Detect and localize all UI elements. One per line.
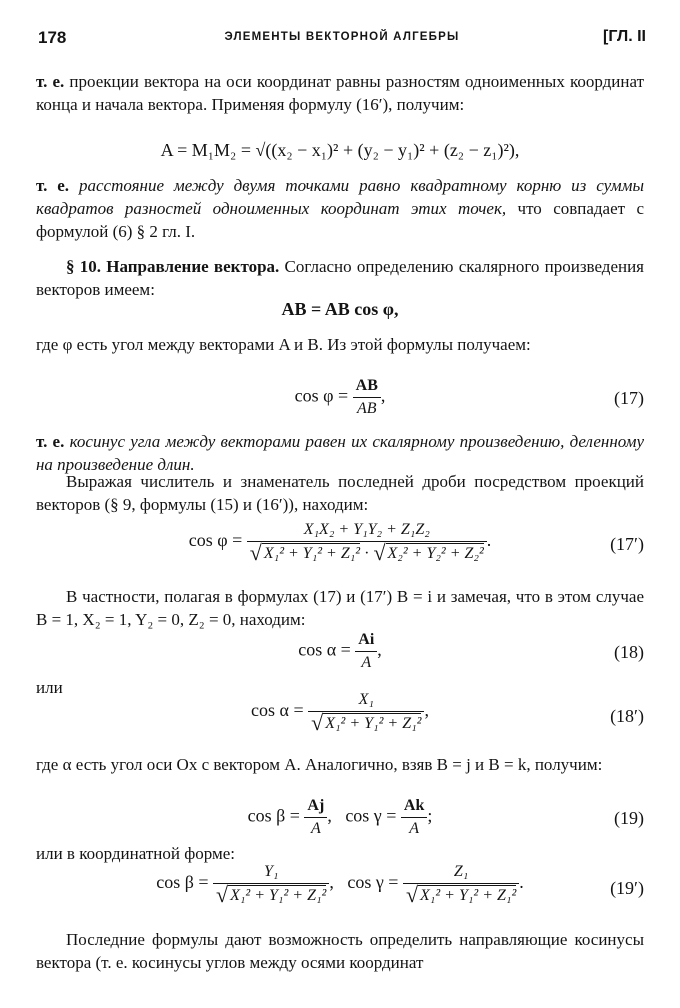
eq-tail: ; <box>427 805 433 826</box>
eq-lhs: cos β = <box>156 872 209 893</box>
equation-number: (19′) <box>610 878 644 898</box>
fraction <box>353 376 381 419</box>
denominator: AB <box>357 400 377 417</box>
chapter-marker: [ГЛ. II <box>602 28 646 45</box>
lead-te: т. е. <box>36 176 70 195</box>
numerator: AB <box>353 376 381 398</box>
equation-19 <box>36 796 644 840</box>
equation-number: (18′) <box>610 706 644 726</box>
equation-number: (19) <box>614 808 644 828</box>
denominator: √ X₁² + Y₁² + Z₁² · √ X₂² + Y₂² + Z₂² <box>249 540 484 565</box>
eq-tail: , <box>377 639 382 660</box>
paragraph-coordinate-form: или в координатной форме: <box>36 844 235 863</box>
eq-lhs: cos φ = <box>294 385 349 406</box>
eq-tail: , <box>424 700 429 721</box>
paragraph-special-case: В частности, полагая в формулах (17) и (17′) B = i и замечая, что в этом случае B = 1, X₂ = 1, Y₂ = 0, Z₂ = 0, находим: <box>36 587 644 629</box>
sqrt-sign: √ <box>249 540 262 565</box>
running-header <box>38 28 646 52</box>
paragraph-distance-meaning <box>36 174 644 243</box>
denominator: A <box>310 820 321 837</box>
eq-lhs: cos φ = <box>188 530 243 551</box>
sqrt-sign: √ <box>311 710 324 735</box>
paragraph-angle-phi: где φ есть угол между векторами A и B. Из этой формулы получаем: <box>36 335 531 354</box>
eq-separator: , <box>327 805 332 826</box>
equation-19-prime <box>36 862 644 914</box>
denominator: A <box>409 820 420 837</box>
section-heading: § 10. Направление вектора. <box>66 257 280 276</box>
eq-separator: , <box>329 872 334 893</box>
paragraph-angle-alpha: где α есть угол оси Ox с вектором A. Аналогично, взяв B = j и B = k, получим: <box>36 755 603 774</box>
paragraph-text: проекции вектора на оси координат равны разностям одноименных координат конца и начала вектора. Применяя формулу (16′), получим: <box>36 72 645 114</box>
radicand: X₁² + Y₁² + Z₁² <box>325 715 422 732</box>
page-number: 178 <box>38 28 67 47</box>
fraction <box>247 520 487 564</box>
sqrt-sign: √ <box>373 540 386 565</box>
fraction <box>401 796 427 839</box>
fraction <box>403 862 519 906</box>
numerator: X₁X₂ + Y₁Y₂ + Z₁Z₂ <box>247 520 487 542</box>
fraction <box>304 796 327 839</box>
numerator: X₁ <box>308 690 424 712</box>
denominator <box>213 884 329 906</box>
equation-17 <box>36 376 644 420</box>
radicand: X₂² + Y₂² + Z₂² <box>387 545 484 562</box>
fraction <box>308 690 424 734</box>
equation-distance: A = M₁M₂ = √((x₂ − x₁)² + (y₂ − y₁)² + (z₂ − z₁)²), <box>160 140 520 160</box>
sqrt-sign: √ <box>405 882 419 907</box>
denominator <box>308 712 424 734</box>
eq-tail: . <box>486 530 492 551</box>
paragraph-projections <box>36 70 644 116</box>
equation-18 <box>36 630 644 674</box>
denominator <box>403 884 519 906</box>
running-title: ЭЛЕМЕНТЫ ВЕКТОРНОЙ АЛГЕБРЫ <box>224 31 460 43</box>
eq-lhs: cos γ = <box>345 805 397 826</box>
word-or: или <box>36 678 63 697</box>
eq-tail: . <box>519 872 524 893</box>
equation-scalar-product <box>36 297 644 321</box>
fraction <box>355 630 377 673</box>
italic-statement: косинус угла между векторами равен их скалярному произведению, деленному на произведение длин. <box>36 432 644 474</box>
section-text: Согласно определению скалярного произведения векторов имеем: <box>36 257 644 299</box>
eq-lhs: cos γ = <box>347 872 399 893</box>
equation-number: (17′) <box>610 534 644 554</box>
numerator: Z₁ <box>403 862 519 884</box>
equation-number: (18) <box>614 642 644 662</box>
paragraph-direction-cosines: Последние формулы дают возможность определить направляющие косинусы вектора (т. е. косинусы углов между осями координат <box>36 930 644 972</box>
numerator: Ak <box>401 796 427 818</box>
italic-statement: расстояние между двумя точками равно квадратному корню из суммы квадратов разностей одноименных координат этих точек, <box>36 176 644 218</box>
numerator: Ai <box>355 630 377 652</box>
lead-te: т. е. <box>36 72 65 91</box>
radicand: X₁² + Y₁² + Z₁² <box>420 887 517 904</box>
equation-18-prime <box>36 690 644 742</box>
equation-text: AB = AB cos φ, <box>281 299 399 319</box>
eq-tail: , <box>380 385 386 406</box>
fraction <box>213 862 329 906</box>
numerator: Y₁ <box>213 862 329 884</box>
radicand: X₁² + Y₁² + Z₁² <box>230 887 327 904</box>
paragraph-tail: что совпадает с формулой (6) § 2 гл. I. <box>36 199 645 241</box>
denominator: A <box>361 654 372 671</box>
numerator: Aj <box>304 796 327 818</box>
equation-number: (17) <box>614 388 644 408</box>
eq-lhs: cos β = <box>247 805 300 826</box>
paragraph-numerator-denominator: Выражая числитель и знаменатель последней дроби посредством проекций векторов (§ 9, формулы (15) и (16′)), находим: <box>36 472 644 514</box>
eq-lhs: cos α = <box>251 700 304 721</box>
section-10-intro <box>36 255 644 301</box>
lead-te: т. е. <box>36 432 65 451</box>
radicand: X₁² + Y₁² + Z₁² <box>263 545 361 562</box>
equation-17-prime <box>36 520 644 572</box>
sqrt-sign: √ <box>216 882 229 907</box>
eq-lhs: cos α = <box>298 639 351 660</box>
